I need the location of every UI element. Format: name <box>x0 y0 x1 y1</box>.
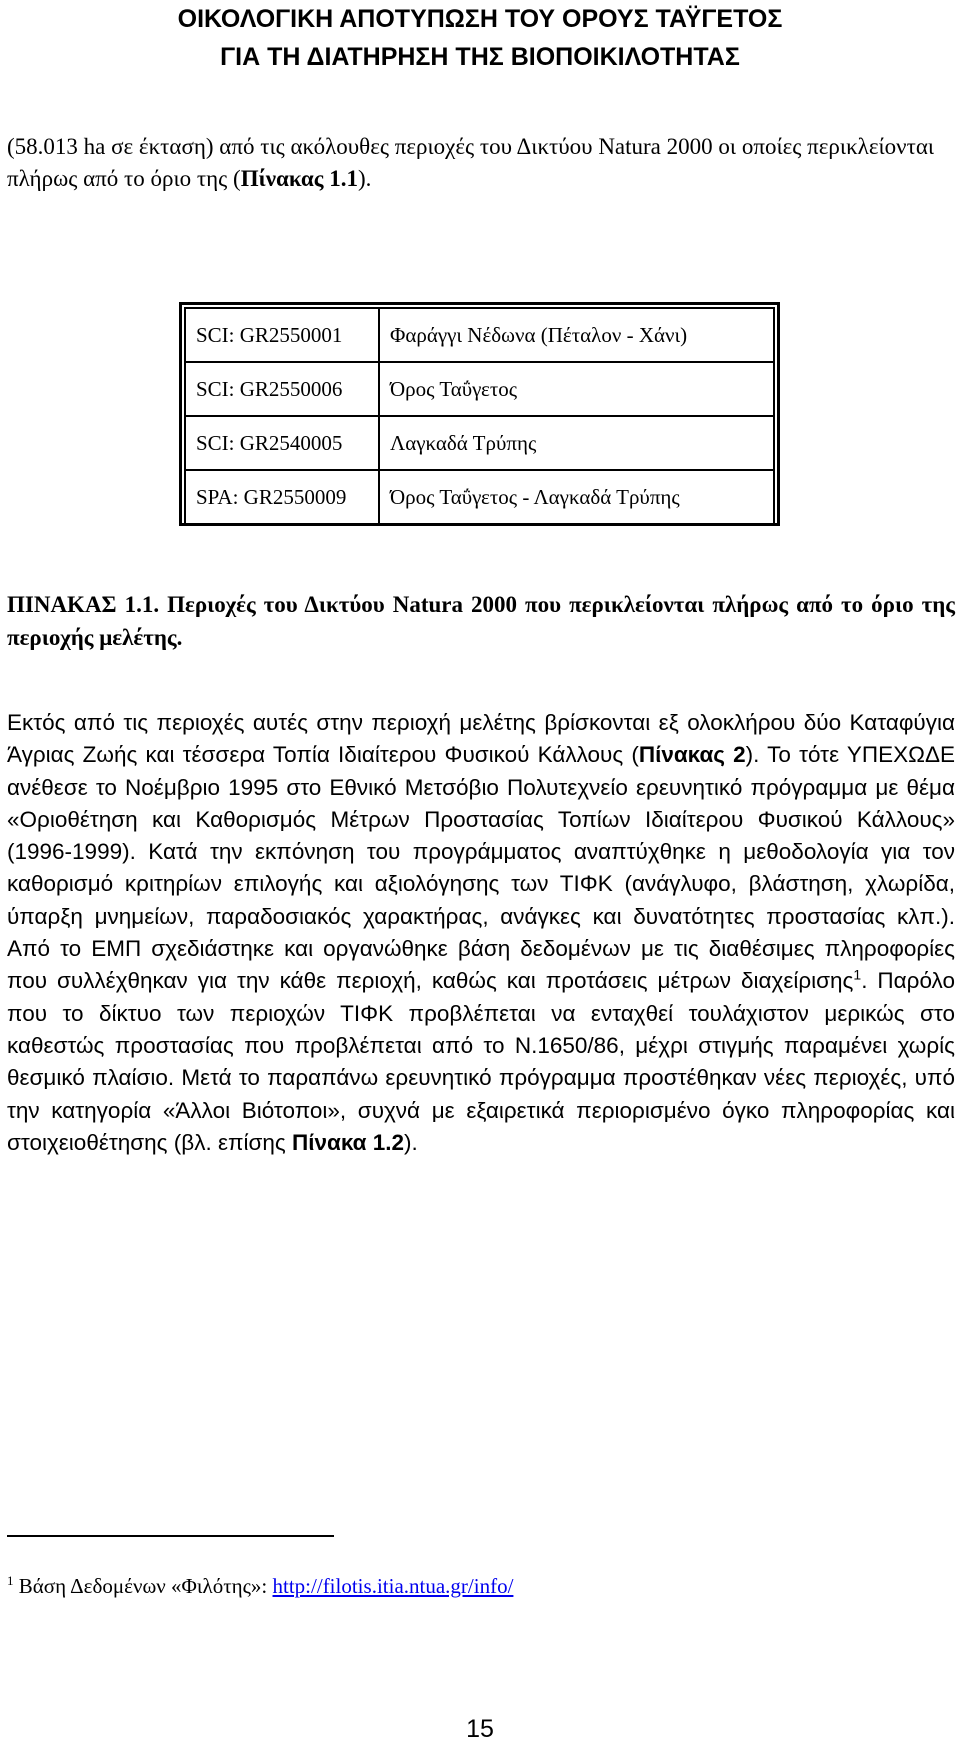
body-text-3: . Παρόλο που το δίκτυο των περιοχών ΤΙΦΚ προβλέπεται να ενταχθεί τουλάχιστον μερικώς στο καθεστώς προστασίας που προβλέπεται από το Ν.1650/86, μέχρι στιγμής παραμένει χωρίς θεσμικό πλαίσιο. Μετά το παραπάνω ερευνητικό πρόγραμμα προστέθηκαν νέες περιοχές, υπό την κατηγορία «Άλλοι Βιότοποι», συχνά με εξαιρετικά περιορισμένο όγκο πληροφορίας και στοιχειοθέτησης (βλ. επίσης <box>7 968 955 1155</box>
footnote-separator <box>7 1535 334 1537</box>
caption-label: ΠΙΝΑΚΑΣ 1.1. <box>7 592 160 617</box>
footnote-mark: 1 <box>7 1573 14 1588</box>
table-row <box>185 470 774 524</box>
site-code-cell: SPA: GR2550009 <box>185 470 379 524</box>
table-caption <box>7 588 955 654</box>
site-name-cell: Φαράγγι Νέδωνα (Πέταλον - Χάνι) <box>379 308 774 362</box>
body-table-reference-2: Πίνακα 1.2 <box>292 1129 405 1155</box>
table-row <box>185 416 774 470</box>
body-text-2: ). Το τότε ΥΠΕΧΩΔΕ ανέθεσε το Νοέμβριο 1995 στο Εθνικό Μετσόβιο Πολυτεχνείο ερευνητικό πρόγραμμα με θέμα «Οριοθέτηση και Καθορισμός Μέτρων Προστασίας Τοπίων Ιδιαίτερου Φυσικού Κάλλους» (1996-1999). Κατά την εκπόνηση του προγράμματος αναπτύχθηκε η μεθοδολογία για τον καθορισμό κριτηρίων επιλογής και αξιολόγησης των ΤΙΦΚ (ανάγλυφο, βλάστηση, χλωρίδα, ύπαρξη μνημείων, παραδοσιακός χαρακτήρας, ανάγκες και δυνατότητες προστασίας κλπ.). Από το ΕΜΠ σχεδιάστηκε και οργανώθηκε βάση δεδομένων με τις διαθέσιμες πληροφορίες που συλλέχθηκαν για την κάθε περιοχή, καθώς και προτάσεις μέτρων διαχείρισης <box>7 742 955 994</box>
intro-end: ). <box>357 165 372 191</box>
header-line-2: ΓΙΑ ΤΗ ΔΙΑΤΗΡΗΣΗ ΤΗΣ ΒΙΟΠΟΙΚΙΛΟΤΗΤΑΣ <box>220 43 740 71</box>
table-row <box>185 308 774 362</box>
intro-text: (58.013 ha σε έκταση) από τις ακόλουθες περιοχές του Δικτύου Natura 2000 οι οποίες περικλείονται πλήρως από το όριο της ( <box>7 134 935 191</box>
footnote-text: Βάση Δεδομένων «Φιλότης»: <box>13 1574 273 1598</box>
page-number: 15 <box>466 1715 494 1743</box>
footnote <box>7 1573 513 1599</box>
intro-table-reference: Πίνακας 1.1 <box>240 165 358 191</box>
body-paragraph <box>7 707 955 1159</box>
intro-paragraph <box>7 131 955 194</box>
footnote-link[interactable]: http://filotis.itia.ntua.gr/info/ <box>272 1574 514 1598</box>
footnote-reference[interactable]: 1 <box>853 966 862 983</box>
header-line-1: ΟΙΚΟΛΟΓΙΚΗ ΑΠΟΤΥΠΩΣΗ ΤΟΥ ΟΡΟΥΣ ΤΑΫΓΕΤΟΣ <box>177 5 783 33</box>
site-code-cell: SCI: GR2540005 <box>185 416 379 470</box>
running-header <box>0 0 960 76</box>
site-name-cell: Όρος Ταΰγετος <box>379 362 774 416</box>
natura-sites-table <box>184 307 775 525</box>
caption-text: Περιοχές του Δικτύου Natura 2000 που περικλείονται πλήρως από το όριο της περιοχής μελέτης. <box>7 592 955 650</box>
natura-sites-table-frame <box>179 302 780 526</box>
body-text-1: Εκτός από τις περιοχές αυτές στην περιοχή μελέτης βρίσκονται εξ ολοκλήρου δύο Καταφύγια Άγριας Ζωής και τέσσερα Τοπία Ιδιαίτερου Φυσικού Κάλλους ( <box>7 710 955 768</box>
body-table-reference-1: Πίνακας 2 <box>638 742 746 768</box>
table-row <box>185 362 774 416</box>
site-code-cell: SCI: GR2550006 <box>185 362 379 416</box>
body-text-4: ). <box>404 1129 418 1155</box>
site-name-cell: Λαγκαδά Τρύπης <box>379 416 774 470</box>
site-name-cell: Όρος Ταΰγετος - Λαγκαδά Τρύπης <box>379 470 774 524</box>
site-code-cell: SCI: GR2550001 <box>185 308 379 362</box>
